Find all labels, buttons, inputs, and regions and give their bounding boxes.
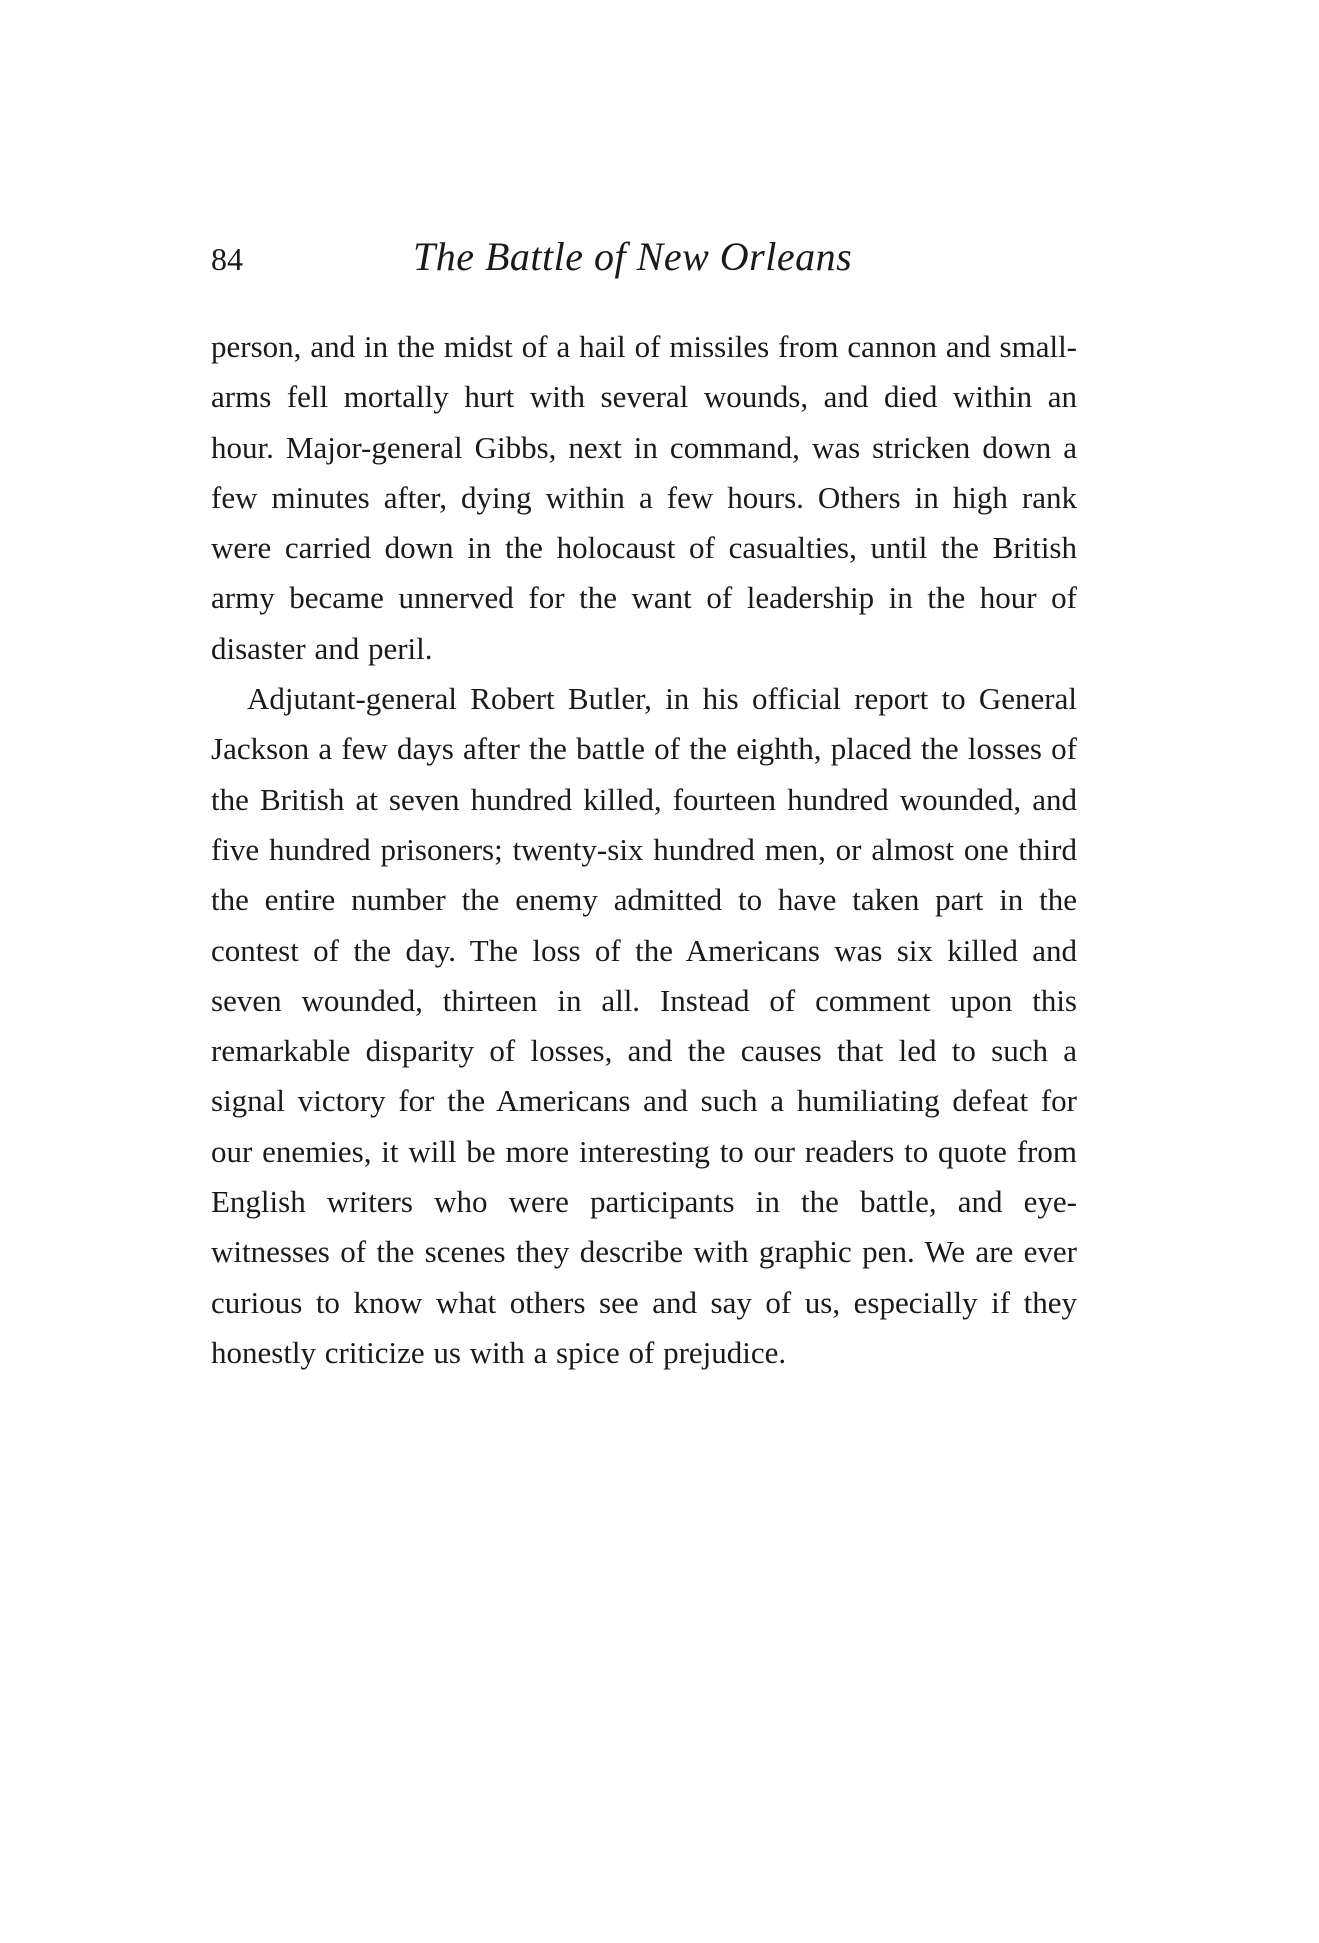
page-number: 84	[211, 241, 243, 277]
body-text	[211, 322, 1077, 1378]
paragraph-continuation: person, and in the midst of a hail of missiles from cannon and small-arms fell mortally hurt with several wounds, and died within an hour. Major-general Gibbs, next in command, was stricken down a few minutes after, dying within a few hours. Others in high rank were carried down in the holocaust of casualties, until the British army became unnerved for the want of leadership in the hour of disaster and peril.	[211, 329, 1077, 666]
page-header	[211, 236, 1077, 286]
running-title: The Battle of New Orleans	[413, 234, 853, 279]
paragraph-butler-report: Adjutant-general Robert Butler, in his official report to General Jackson a few days after the battle of the eighth, placed the losses of the British at seven hundred killed, fourteen hundred wounded, and five hundred prisoners; twenty-six hundred men, or almost one third the entire number the enemy admitted to have taken part in the contest of the day. The loss of the Americans was six killed and seven wounded, thirteen in all. Instead of comment upon this remarkable disparity of losses, and the causes that led to such a signal victory for the Americans and such a humiliating defeat for our enemies, it will be more interesting to our readers to quote from English writers who were participants in the battle, and eye-witnesses of the scenes they describe with graphic pen. We are ever curious to know what others see and say of us, especially if they honestly criticize us with a spice of prejudice.	[211, 681, 1077, 1370]
